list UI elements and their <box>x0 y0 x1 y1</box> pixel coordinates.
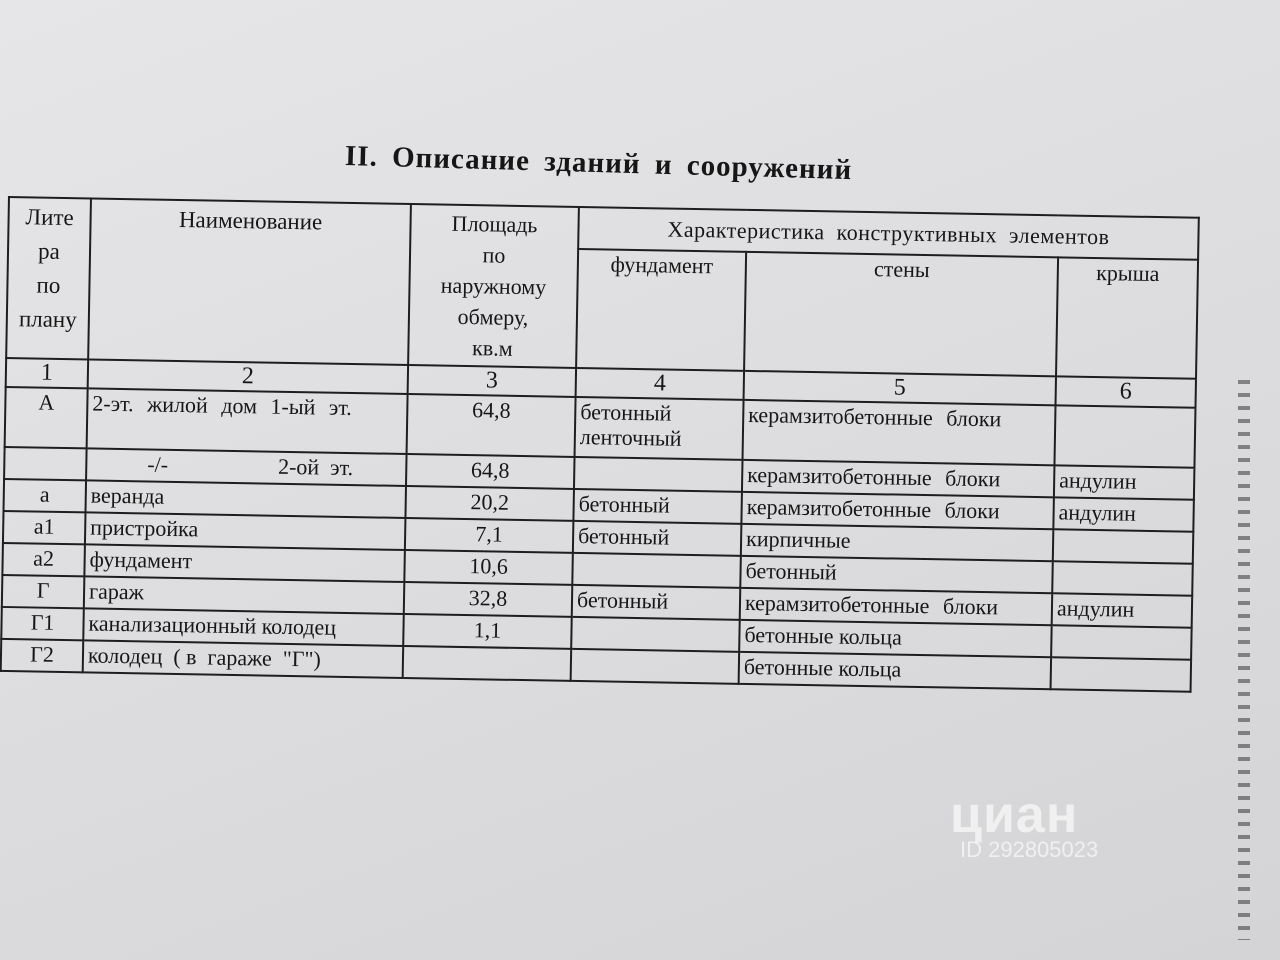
cell-name: канализационный колодец <box>83 608 404 646</box>
header-characteristics: Характеристика конструктивных элементов <box>578 207 1199 260</box>
cell-area: 64,8 <box>407 394 576 457</box>
header-walls: стены <box>744 252 1058 376</box>
cell-area: 32,8 <box>404 582 573 617</box>
header-roof: крыша <box>1056 258 1198 379</box>
header-foundation: фундамент <box>576 249 746 371</box>
cell-name: фундамент <box>84 544 405 582</box>
cell-area: 20,2 <box>405 486 574 521</box>
buildings-table <box>0 196 1200 693</box>
cell-litera: а1 <box>3 511 86 544</box>
column-number: 6 <box>1056 376 1196 407</box>
header-area: Площадь по наружному обмеру, кв.м <box>408 204 579 368</box>
cell-litera <box>4 447 87 480</box>
page-title: II. Описание зданий и сооружений <box>344 140 853 187</box>
cell-walls: кирпичные <box>741 524 1054 561</box>
page-edge-marks <box>1238 380 1250 940</box>
cian-watermark <box>950 785 1098 863</box>
cell-area: 1,1 <box>403 614 572 649</box>
cell-roof: андулин <box>1053 497 1194 531</box>
cell-foundation: бетонный <box>573 489 742 524</box>
cell-litera: Г <box>2 575 85 608</box>
cell-name: -/- 2-ой эт. <box>86 448 407 486</box>
cell-litera: Г1 <box>1 607 84 640</box>
cell-litera: а <box>4 479 87 512</box>
cell-foundation <box>571 617 740 652</box>
cell-roof <box>1053 529 1194 563</box>
column-number: 1 <box>6 358 88 388</box>
buildings-table-container <box>0 196 1200 693</box>
column-number: 4 <box>576 368 744 400</box>
column-number: 5 <box>744 371 1056 405</box>
cell-foundation: бетонный <box>572 585 741 620</box>
cell-foundation <box>571 649 740 684</box>
cell-roof <box>1054 405 1195 467</box>
cell-walls: керамзитобетонные блоки <box>741 492 1054 529</box>
cell-foundation: бетонный ленточный <box>575 397 744 460</box>
column-number: 3 <box>408 365 576 397</box>
cell-walls: бетонный <box>740 556 1053 593</box>
cell-walls: керамзитобетонные блоки <box>743 400 1056 465</box>
cell-name: веранда <box>85 480 406 518</box>
column-number: 2 <box>88 359 408 393</box>
cell-area: 64,8 <box>406 454 575 489</box>
cell-walls: бетонные кольца <box>739 652 1052 689</box>
cell-name: пристройка <box>85 512 406 550</box>
cell-foundation <box>574 457 743 492</box>
cell-name: колодец ( в гараже "Г") <box>83 640 404 678</box>
cell-foundation <box>572 553 741 588</box>
cell-area: 7,1 <box>405 518 574 553</box>
cell-roof: андулин <box>1054 465 1195 499</box>
cell-roof <box>1051 657 1192 691</box>
cell-area: 10,6 <box>404 550 573 585</box>
cell-foundation: бетонный <box>573 521 742 556</box>
cell-litera: а2 <box>2 543 85 576</box>
cell-walls: бетонные кольца <box>739 620 1052 657</box>
cell-roof: андулин <box>1052 593 1193 627</box>
cell-roof <box>1051 625 1192 659</box>
header-litera: Лите ра по плану <box>6 197 91 359</box>
cell-roof <box>1052 561 1193 595</box>
cian-logo-icon: циан <box>950 786 1079 844</box>
cell-litera: А <box>5 387 88 448</box>
cell-litera: Г2 <box>1 639 84 672</box>
cell-area <box>403 646 572 681</box>
listing-id: ID 292805023 <box>960 837 1099 862</box>
header-name: Наименование <box>88 198 411 365</box>
cell-walls: керамзитобетонные блоки <box>740 588 1053 625</box>
cell-name: 2-эт. жилой дом 1-ый эт. <box>87 388 408 454</box>
cell-walls: керамзитобетонные блоки <box>742 460 1055 497</box>
cell-name: гараж <box>84 576 405 614</box>
